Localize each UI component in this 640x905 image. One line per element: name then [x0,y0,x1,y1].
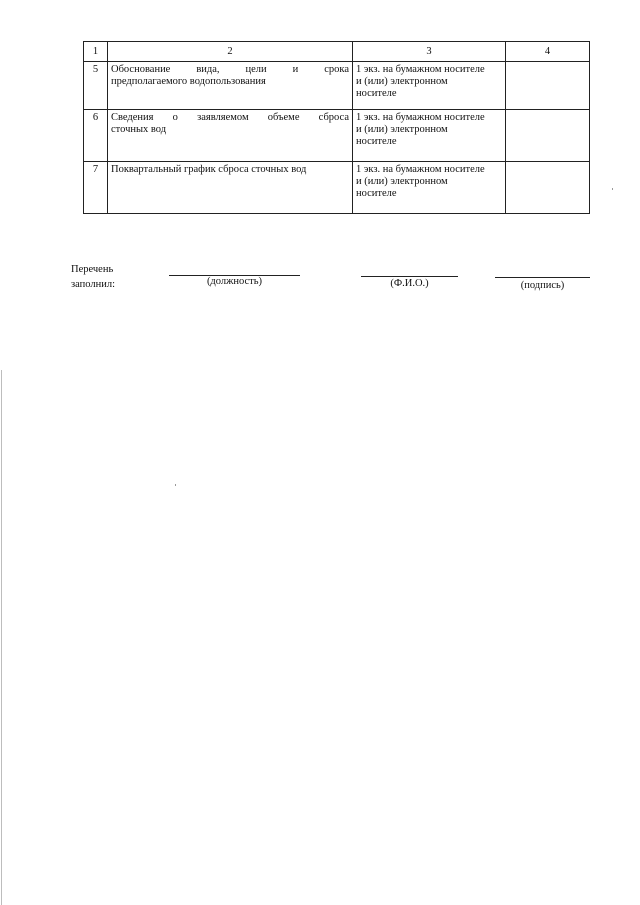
documents-table [83,41,590,214]
row-format-line: 1 экз. на бумажном носителе [356,112,485,123]
row-description-line: сточных вод [111,124,167,135]
table-row [84,110,590,162]
name-line [361,276,458,277]
row-format-line: носителе [356,188,397,199]
row-format-line: и (или) электронном [356,124,448,135]
row-note [506,110,590,162]
row-format-line: 1 экз. на бумажном носителе [356,164,485,175]
row-number: 5 [84,62,108,110]
filled-by-label-line: заполнил: [71,279,116,290]
table-row [84,62,590,110]
row-description [108,62,353,110]
row-format-line: носителе [356,88,397,99]
row-description [108,110,353,162]
row-note [506,162,590,214]
header-col-1: 1 [84,42,108,62]
signature-line [495,277,590,278]
header-col-4: 4 [506,42,590,62]
row-description-line: предполагаемого водопользования [111,76,266,87]
position-caption: (должность) [206,276,263,287]
header-col-3: 3 [353,42,506,62]
row-format [353,62,506,110]
row-format-line: носителе [356,136,397,147]
row-description-line: Поквартальный график сброса сточных вод [111,164,307,175]
header-col-2: 2 [108,42,353,62]
scan-edge [1,370,2,905]
table-row [84,162,590,214]
row-description-line: Сведения о заявляемом объеме сброса [111,112,349,123]
row-description-line: Обоснование вида, цели и срока [111,64,349,75]
filled-by-label-line: Перечень [71,264,114,275]
name-caption: (Ф.И.О.) [390,278,429,289]
row-number: 6 [84,110,108,162]
row-format [353,110,506,162]
table-header-row [84,42,590,62]
row-note [506,62,590,110]
row-format-line: и (или) электронном [356,76,448,87]
scan-speck [612,188,613,190]
row-format-line: 1 экз. на бумажном носителе [356,64,485,75]
row-description [108,162,353,214]
row-format [353,162,506,214]
scan-speck [175,484,176,486]
row-number: 7 [84,162,108,214]
row-format-line: и (или) электронном [356,176,448,187]
filled-by-label [71,262,115,292]
signature-caption: (подпись) [520,280,565,291]
